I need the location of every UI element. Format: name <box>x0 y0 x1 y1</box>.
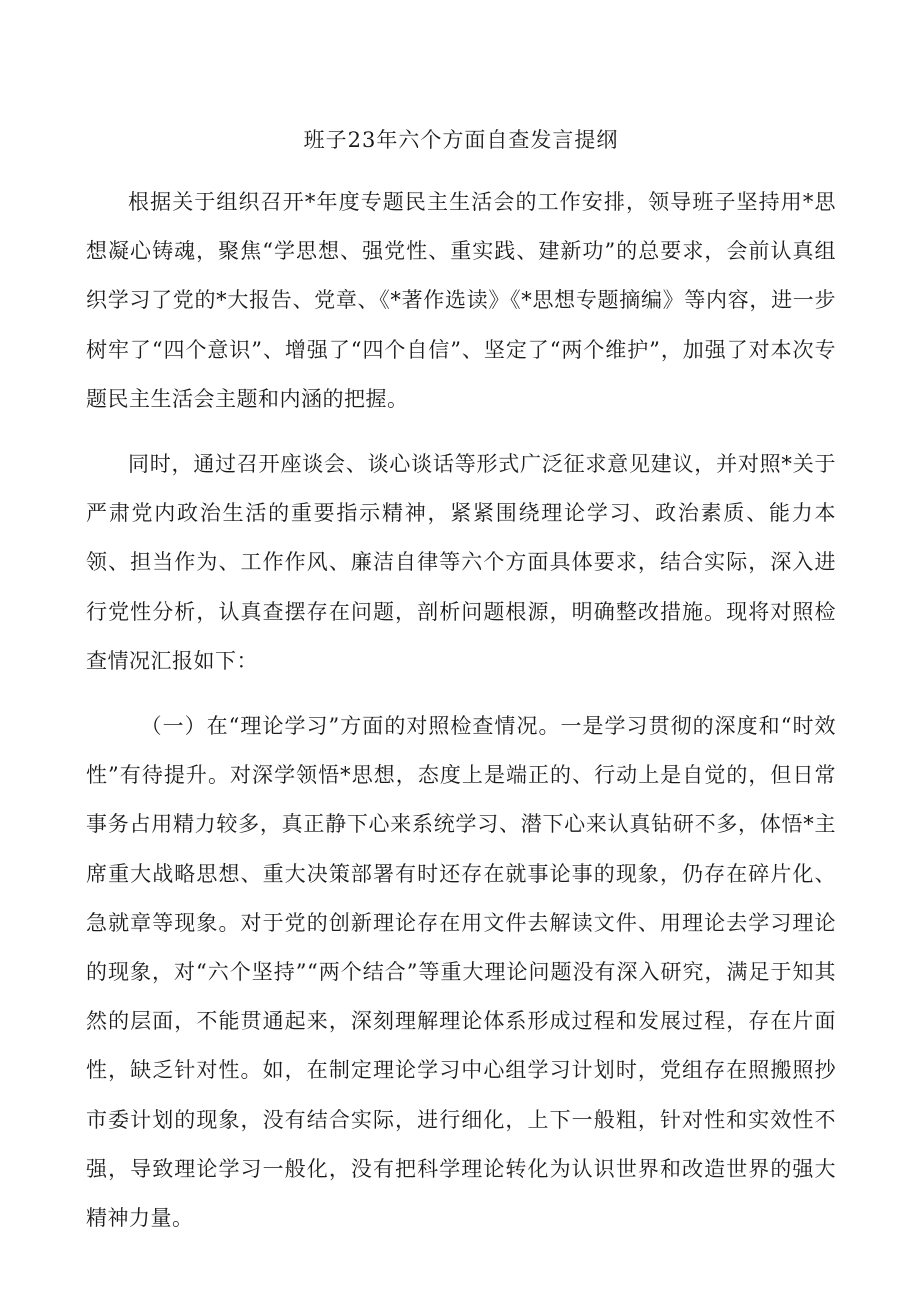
paragraph-intro: 根据关于组织召开*年度专题民主生活会的工作安排，领导班子坚持用*思想凝心铸魂，聚焦“学思想、强党性、重实践、建新功”的总要求，会前认真组织学习了党的*大报告、党章、《*著作选读》《*思想专题摘编》等内容，进一步树牢了“四个意识”、增强了“四个自信”、坚定了“两个维护”，加强了对本次专题民主生活会主题和内涵的把握。 <box>86 190 836 411</box>
paragraph-theory-study: （一）在“理论学习”方面的对照检查情况。一是学习贯彻的深度和“时效性”有待提升。对深学领悟*思想，态度上是端正的、行动上是自觉的，但日常事务占用精力较多，真正静下心来系统学习、潜下心来认真钻研不多，体悟*主席重大战略思想、重大决策部署有时还存在就事论事的现象，仍存在碎片化、急就章等现象。对于党的创新理论存在用文件去解读文件、用理论去学习理论的现象，对“六个坚持”“两个结合”等重大理论问题没有深入研究，满足于知其然的层面，不能贯通起来，深刻理解理论体系形成过程和发展过程，存在片面性，缺乏针对性。如，在制定理论学习中心组学习计划时，党组存在照搬照抄市委计划的现象，没有结合实际，进行细化，上下一般粗，针对性和实效性不强，导致理论学习一般化，没有把科学理论转化为认识世界和改造世界的强大精神力量。 <box>86 714 836 1231</box>
document-title: 班子23年六个方面自查发言提纲 <box>303 128 619 152</box>
paragraph-method: 同时，通过召开座谈会、谈心谈话等形式广泛征求意见建议，并对照*关于严肃党内政治生活的重要指示精神，紧紧围绕理论学习、政治素质、能力本领、担当作为、工作作风、廉洁自律等六个方面具体要求，结合实际，深入进行党性分析，认真查摆存在问题，剖析问题根源，明确整改措施。现将对照检查情况汇报如下： <box>86 452 836 673</box>
